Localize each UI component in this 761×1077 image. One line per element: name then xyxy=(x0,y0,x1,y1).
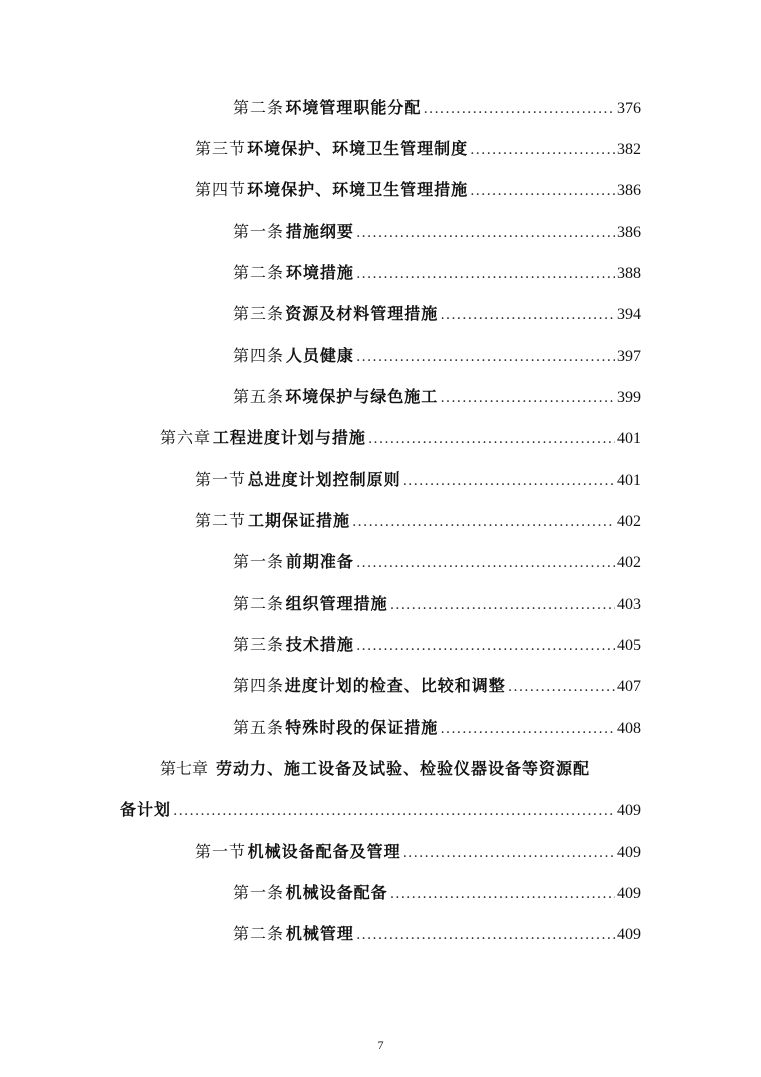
toc-entry-title: 机械设备配备及管理 xyxy=(247,842,401,861)
toc-entry-title: 机械设备配备 xyxy=(285,883,388,902)
toc-entry[interactable] xyxy=(195,170,641,210)
leader-dots xyxy=(356,543,615,583)
leader-dots xyxy=(423,89,615,129)
toc-entry-number: 第一条 xyxy=(233,883,285,902)
toc-entry-title: 工期保证措施 xyxy=(247,511,350,530)
toc-entry[interactable] xyxy=(233,914,641,954)
toc-entry-title: 环境措施 xyxy=(285,263,354,282)
toc-entry-page: 409 xyxy=(617,885,641,902)
leader-dots xyxy=(368,419,615,459)
toc-entry-title: 机械管理 xyxy=(285,924,354,943)
toc-entry-page: 409 xyxy=(617,926,641,943)
leader-dots xyxy=(440,295,615,335)
toc-entry-number: 第五条 xyxy=(233,718,285,737)
toc-entry-page: 408 xyxy=(617,720,641,737)
leader-dots xyxy=(356,337,615,377)
toc-entry-page: 405 xyxy=(617,637,641,654)
toc-entry-page: 386 xyxy=(617,224,641,241)
leader-dots xyxy=(470,171,615,211)
toc-entry[interactable] xyxy=(233,542,641,582)
toc-entry-page: 401 xyxy=(617,472,641,489)
toc-entry-number: 第一条 xyxy=(233,552,285,571)
toc-entry-title: 环境保护与绿色施工 xyxy=(285,387,439,406)
toc-entry-number: 第三条 xyxy=(233,635,285,654)
leader-dots xyxy=(356,626,615,666)
toc-entry-title-continuation: 备计划 xyxy=(120,800,172,819)
toc-entry-page: 399 xyxy=(617,389,641,406)
toc-entry-page: 397 xyxy=(617,348,641,365)
toc-entry-number: 第二条 xyxy=(233,594,285,613)
leader-dots xyxy=(390,874,615,914)
toc-entry-title: 组织管理措施 xyxy=(285,594,388,613)
toc-entry[interactable] xyxy=(195,501,641,541)
toc-entry-page: 409 xyxy=(617,802,641,819)
toc-entry-page: 402 xyxy=(617,554,641,571)
leader-dots xyxy=(440,709,615,749)
toc-entry-title: 特殊时段的保证措施 xyxy=(285,718,439,737)
toc-entry-number: 第四节 xyxy=(195,180,247,199)
toc-entry[interactable] xyxy=(233,584,641,624)
toc-entry-page: 394 xyxy=(617,306,641,323)
leader-dots xyxy=(508,667,615,707)
toc-entry-number: 第三节 xyxy=(195,139,247,158)
toc-entry[interactable] xyxy=(233,336,641,376)
leader-dots xyxy=(352,502,615,542)
toc-entry-number: 第四条 xyxy=(233,346,285,365)
toc-entry-number: 第二条 xyxy=(233,263,285,282)
toc-entry[interactable] xyxy=(233,666,641,706)
toc-entry-page: 409 xyxy=(617,844,641,861)
toc-entry[interactable] xyxy=(233,253,641,293)
toc-entry-title: 环境管理职能分配 xyxy=(285,98,422,117)
toc-entry[interactable] xyxy=(195,832,641,872)
toc-entry-number: 第五条 xyxy=(233,387,285,406)
toc-entry[interactable] xyxy=(233,708,641,748)
toc-entry-title: 人员健康 xyxy=(285,346,354,365)
toc-entry-page: 388 xyxy=(617,265,641,282)
leader-dots xyxy=(440,378,615,418)
toc-entry-page: 407 xyxy=(617,678,641,695)
toc-entry-title: 总进度计划控制原则 xyxy=(247,470,401,489)
toc-entry[interactable] xyxy=(233,625,641,665)
toc-entry[interactable] xyxy=(233,377,641,417)
toc-entry-number: 第三条 xyxy=(233,304,285,323)
toc-entry-page: 403 xyxy=(617,596,641,613)
page-number: 7 xyxy=(377,1038,384,1052)
toc-entry-title: 措施纲要 xyxy=(285,222,354,241)
leader-dots xyxy=(390,585,615,625)
toc-entry[interactable] xyxy=(233,88,641,128)
toc-entry-title: 进度计划的检查、比较和调整 xyxy=(284,676,506,695)
toc-entry-number: 第一条 xyxy=(233,222,285,241)
toc-entry-page: 402 xyxy=(617,513,641,530)
leader-dots xyxy=(356,254,615,294)
toc-entry-page: 386 xyxy=(617,182,641,199)
toc-entry-page: 401 xyxy=(617,430,641,447)
toc-entry[interactable] xyxy=(195,460,641,500)
toc-entry-title: 劳动力、施工设备及试验、检验仪器设备等资源配 xyxy=(216,759,591,778)
leader-dots xyxy=(173,791,615,831)
toc-entry-title: 工程进度计划与措施 xyxy=(212,428,366,447)
toc-entry[interactable] xyxy=(160,418,641,458)
toc-entry-number: 第二节 xyxy=(195,511,247,530)
toc-entry[interactable] xyxy=(195,129,641,169)
toc-entry-page: 376 xyxy=(617,100,641,117)
toc-entry[interactable] xyxy=(233,294,641,334)
toc-entry[interactable] xyxy=(233,212,641,252)
toc-entry-number: 第一节 xyxy=(195,470,247,489)
toc-entry-title: 资源及材料管理措施 xyxy=(285,304,439,323)
toc-entry-number: 第二条 xyxy=(233,98,285,117)
toc-entry-number: 第六章 xyxy=(160,428,212,447)
toc-entry[interactable] xyxy=(233,873,641,913)
toc-entry-title: 环境保护、环境卫生管理措施 xyxy=(247,180,469,199)
leader-dots xyxy=(403,833,615,873)
leader-dots xyxy=(356,213,615,253)
toc-entry-title: 技术措施 xyxy=(285,635,354,654)
toc-entry-chapter-seven[interactable] xyxy=(160,749,641,789)
toc-entry-title: 环境保护、环境卫生管理制度 xyxy=(247,139,469,158)
leader-dots xyxy=(403,461,615,501)
leader-dots xyxy=(470,130,615,170)
toc-entry-number: 第七章 xyxy=(160,759,209,778)
toc-entry-number: 第四条 xyxy=(233,676,285,695)
toc-entry-number: 第一节 xyxy=(195,842,247,861)
toc-entry-title: 前期准备 xyxy=(285,552,354,571)
toc-entry-number: 第二条 xyxy=(233,924,285,943)
toc-entry-continuation[interactable] xyxy=(120,790,641,830)
toc-entry-page: 382 xyxy=(617,141,641,158)
leader-dots xyxy=(356,915,615,955)
